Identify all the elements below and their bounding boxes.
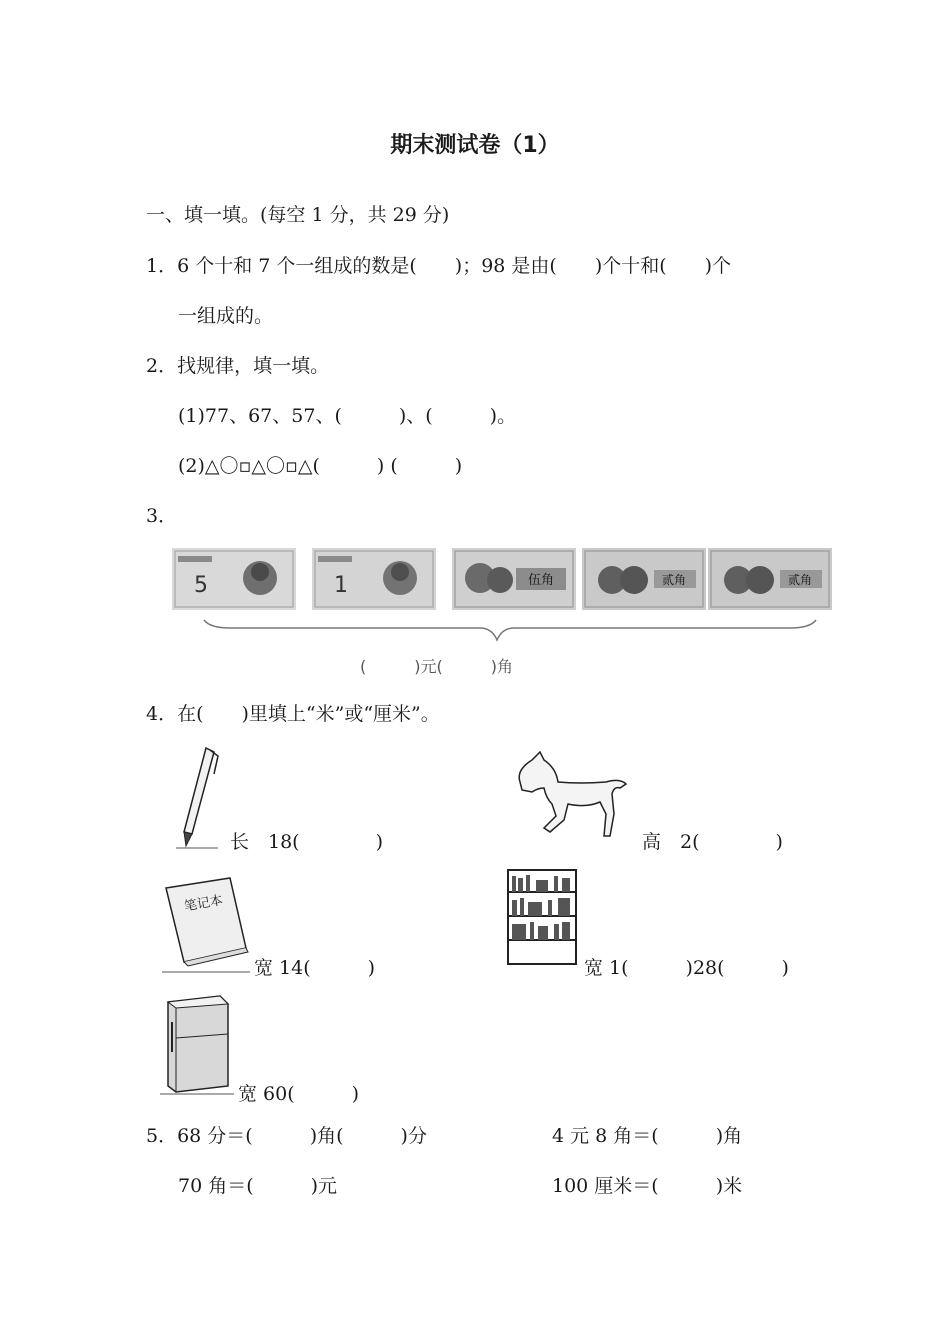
banknote-one-yuan [312,548,436,610]
notebook-cover-text: 笔记本 [183,893,225,915]
section-heading: 一、填一填。(每空 1 分，共 29 分) [146,204,450,226]
banknote-two-jiao-2 [708,548,832,610]
question-5-d: 100 厘米＝( )米 [552,1175,743,1197]
question-3-caption: ( )元( )角 [360,657,513,676]
question-1-line-2: 一组成的。 [178,305,274,327]
bookshelf-icon [502,866,584,968]
question-5-b: 4 元 8 角＝( )角 [552,1125,743,1147]
question-1-line-1: 1．6 个十和 7 个一组成的数是( )；98 是由( )个十和( )个 [146,255,732,277]
banknote-value: 1 [334,573,348,598]
horse-icon [510,748,632,842]
banknote-five-jiao [452,548,576,610]
pen-icon [170,742,230,852]
banknote-value: 5 [194,573,208,598]
banknote-value: 贰角 [788,573,813,587]
refrigerator-width-label: 宽 60( ) [238,1083,360,1105]
banknote-value: 贰角 [662,573,687,587]
notebook-width-label: 宽 14( ) [254,957,376,979]
question-2-part-1: (1)77、67、57、( )、( )。 [178,405,517,427]
brace-icon [200,614,820,644]
question-3-number: 3． [146,505,178,527]
question-5-c: 70 角＝( )元 [178,1175,338,1197]
banknote-five-yuan [172,548,296,610]
page-title: 期末测试卷（1） [390,133,560,158]
pen-length-label: 长 18( ) [230,831,384,853]
refrigerator-icon [158,992,238,1096]
horse-height-label: 高 2( ) [642,831,783,853]
banknote-two-jiao-1 [582,548,706,610]
bookshelf-width-label: 宽 1( )28( ) [584,957,789,979]
notebook-icon [160,874,256,974]
question-2-heading: 2．找规律，填一填。 [146,355,330,377]
banknote-value: 伍角 [528,573,555,588]
question-2-part-2: (2)△〇▫△〇▫△( ) ( ) [178,455,463,477]
question-4-heading: 4．在( )里填上“米”或“厘米”。 [146,703,440,725]
question-5-a: 5．68 分＝( )角( )分 [146,1125,427,1147]
